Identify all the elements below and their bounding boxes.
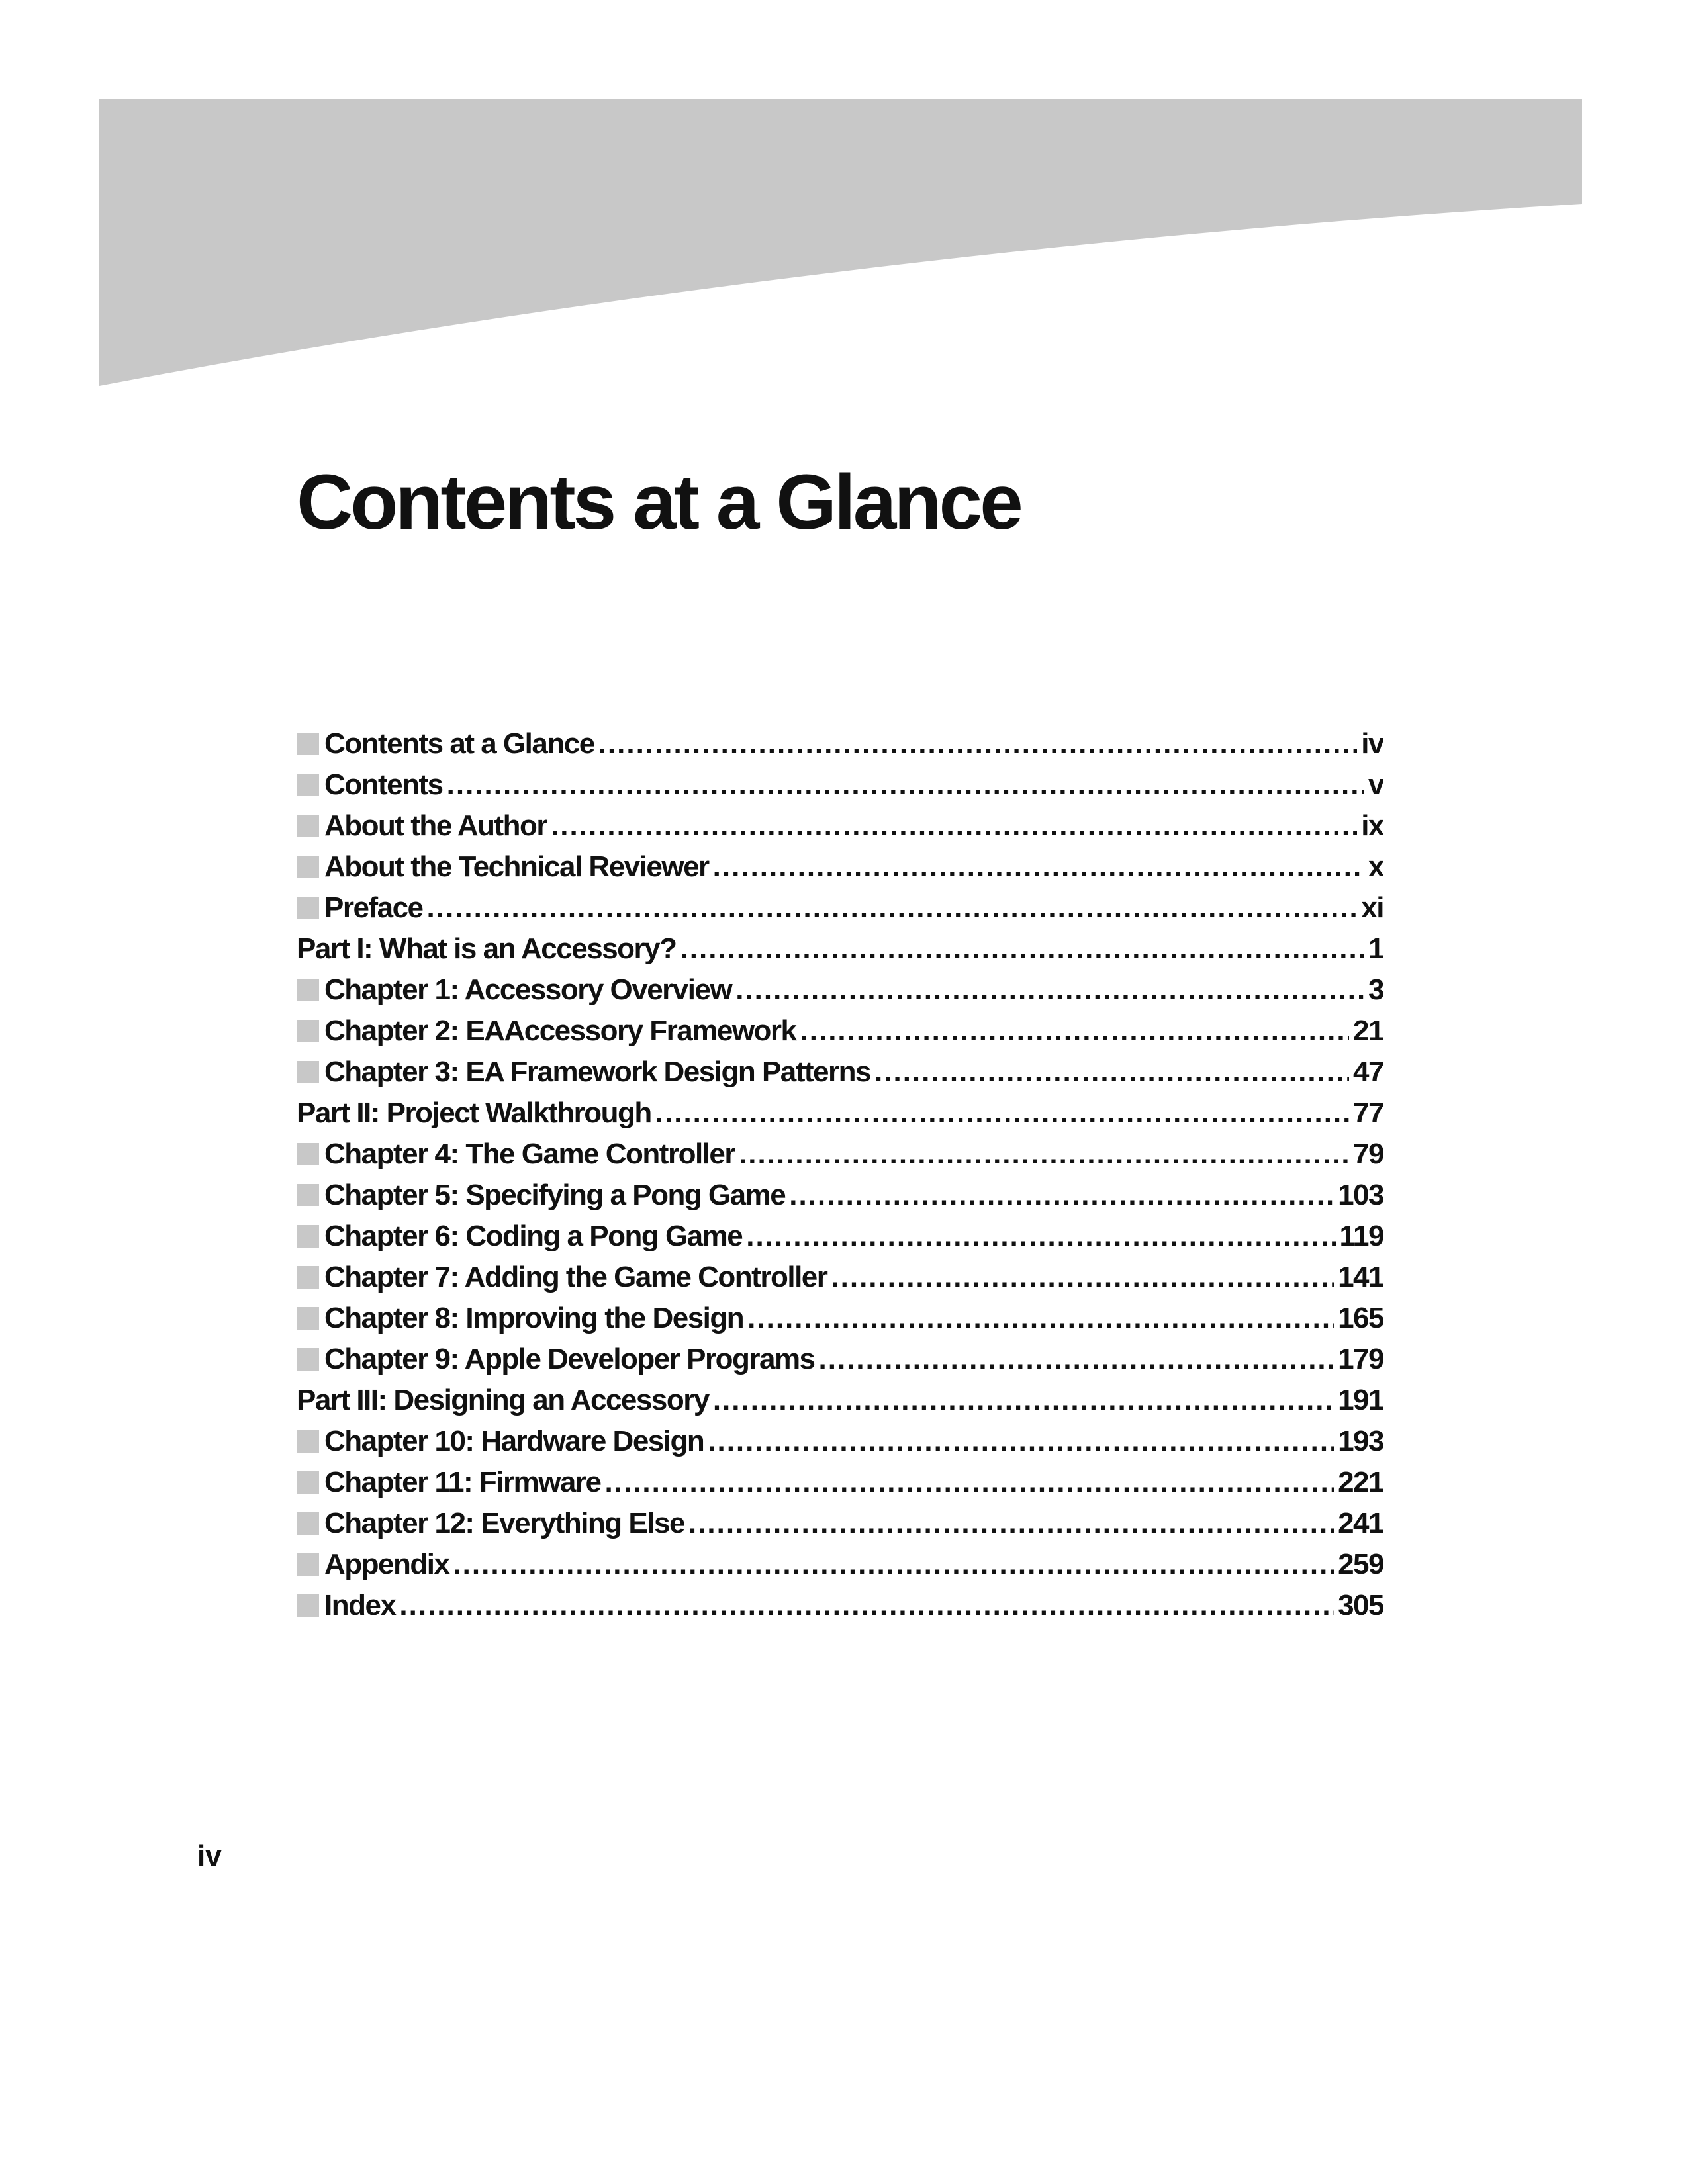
toc-entry-page-number: 259 (1338, 1548, 1383, 1580)
dot-leader (789, 1175, 1334, 1216)
square-bullet-icon (297, 1512, 319, 1535)
toc-entry-page-number: v (1368, 768, 1383, 801)
dot-leader (427, 887, 1358, 929)
dot-leader (453, 1544, 1334, 1585)
toc-entry-page-number: 221 (1338, 1466, 1383, 1498)
square-bullet-icon (297, 1430, 319, 1453)
toc-entry (297, 1585, 1383, 1626)
toc-entry-page-number: 241 (1338, 1507, 1383, 1539)
dot-leader (739, 1134, 1349, 1175)
dot-leader (746, 1216, 1335, 1257)
dot-leader (598, 723, 1358, 764)
toc-entry-page-number: 305 (1338, 1589, 1383, 1621)
toc-entry-label: About the Author (324, 809, 547, 842)
header-band (0, 0, 1688, 397)
toc-entry (297, 723, 1383, 764)
dot-leader (688, 1503, 1334, 1544)
square-bullet-icon (297, 1020, 319, 1042)
toc-entry-page-number: 179 (1338, 1343, 1383, 1375)
square-bullet-icon (297, 815, 319, 837)
toc-entry (297, 887, 1383, 929)
toc-entry (297, 1175, 1383, 1216)
dot-leader (713, 846, 1364, 887)
toc-entry-label: Index (324, 1589, 396, 1621)
square-bullet-icon (297, 856, 319, 878)
toc-entry-label: Preface (324, 891, 423, 924)
dot-leader (831, 1257, 1334, 1298)
dot-leader (680, 929, 1365, 970)
toc-entry (297, 1257, 1383, 1298)
toc-entry (297, 805, 1383, 846)
dot-leader (655, 1093, 1349, 1134)
toc-entry-label: Chapter 11: Firmware (324, 1466, 601, 1498)
square-bullet-icon (297, 1553, 319, 1576)
toc-entry-page-number: 77 (1353, 1097, 1383, 1129)
toc-entry-label: Chapter 4: The Game Controller (324, 1138, 735, 1170)
toc-entry-label: Chapter 8: Improving the Design (324, 1302, 744, 1334)
toc-entry-page-number: 21 (1353, 1015, 1383, 1047)
toc-entry-page-number: 141 (1338, 1261, 1383, 1293)
page-number: iv (197, 1840, 222, 1872)
square-bullet-icon (297, 1184, 319, 1206)
toc-entry-page-number: iv (1361, 727, 1383, 760)
toc-entry-label: Chapter 12: Everything Else (324, 1507, 684, 1539)
toc-entry-label: Chapter 3: EA Framework Design Patterns (324, 1056, 871, 1088)
dot-leader (708, 1421, 1334, 1462)
dot-leader (399, 1585, 1334, 1626)
toc-entry (297, 1052, 1383, 1093)
toc-entry-label: Chapter 2: EAAccessory Framework (324, 1015, 796, 1047)
toc-entry-page-number: xi (1361, 891, 1383, 924)
toc-entry-page-number: 165 (1338, 1302, 1383, 1334)
toc-entry (297, 1298, 1383, 1339)
toc-entry (297, 1216, 1383, 1257)
toc-entry-label: Appendix (324, 1548, 449, 1580)
toc-entry-page-number: 119 (1339, 1220, 1383, 1252)
toc-entry-label: Chapter 7: Adding the Game Controller (324, 1261, 827, 1293)
toc-entry (297, 1134, 1383, 1175)
toc-entry-page-number: 103 (1338, 1179, 1383, 1211)
dot-leader (735, 970, 1364, 1011)
toc-entry-page-number: 3 (1368, 974, 1383, 1006)
dot-leader (747, 1298, 1334, 1339)
square-bullet-icon (297, 1471, 319, 1494)
dot-leader (713, 1380, 1334, 1421)
dot-leader (800, 1011, 1350, 1052)
toc-entry-page-number: ix (1361, 809, 1383, 842)
toc-entry-page-number: 47 (1353, 1056, 1383, 1088)
toc-part-entry (297, 929, 1383, 970)
dot-leader (874, 1052, 1349, 1093)
toc-entry-label: Contents at a Glance (324, 727, 594, 760)
toc-entry (297, 1462, 1383, 1503)
toc-entry-label: Part II: Project Walkthrough (297, 1097, 651, 1129)
toc-entry-page-number: x (1368, 850, 1383, 883)
dot-leader (819, 1339, 1335, 1380)
square-bullet-icon (297, 1061, 319, 1083)
toc-entry (297, 764, 1383, 805)
header-band-shape (99, 99, 1582, 386)
toc-entry-label: About the Technical Reviewer (324, 850, 709, 883)
square-bullet-icon (297, 733, 319, 755)
page-title: Contents at a Glance (297, 459, 1021, 546)
toc-entry (297, 1011, 1383, 1052)
toc-part-entry (297, 1380, 1383, 1421)
square-bullet-icon (297, 1143, 319, 1165)
dot-leader (447, 764, 1364, 805)
toc-entry-label: Part I: What is an Accessory? (297, 933, 677, 965)
toc-entry (297, 970, 1383, 1011)
toc-entry (297, 1503, 1383, 1544)
toc-entry-page-number: 79 (1353, 1138, 1383, 1170)
toc-entry (297, 846, 1383, 887)
toc-list (297, 723, 1383, 1626)
square-bullet-icon (297, 1266, 319, 1289)
toc-entry (297, 1421, 1383, 1462)
square-bullet-icon (297, 979, 319, 1001)
square-bullet-icon (297, 1348, 319, 1371)
toc-entry-label: Contents (324, 768, 443, 801)
square-bullet-icon (297, 1307, 319, 1330)
toc-entry-page-number: 191 (1338, 1384, 1383, 1416)
toc-entry-label: Chapter 9: Apple Developer Programs (324, 1343, 815, 1375)
dot-leader (605, 1462, 1335, 1503)
toc-entry (297, 1339, 1383, 1380)
toc-entry-label: Chapter 6: Coding a Pong Game (324, 1220, 743, 1252)
toc-part-entry (297, 1093, 1383, 1134)
toc-entry (297, 1544, 1383, 1585)
toc-entry-label: Chapter 10: Hardware Design (324, 1425, 704, 1457)
toc-entry-label: Part III: Designing an Accessory (297, 1384, 709, 1416)
toc-entry-label: Chapter 1: Accessory Overview (324, 974, 732, 1006)
toc-entry-page-number: 193 (1338, 1425, 1383, 1457)
square-bullet-icon (297, 1594, 319, 1617)
square-bullet-icon (297, 774, 319, 796)
toc-entry-page-number: 1 (1368, 933, 1383, 965)
toc-entry-label: Chapter 5: Specifying a Pong Game (324, 1179, 786, 1211)
square-bullet-icon (297, 897, 319, 919)
square-bullet-icon (297, 1225, 319, 1248)
dot-leader (551, 805, 1357, 846)
